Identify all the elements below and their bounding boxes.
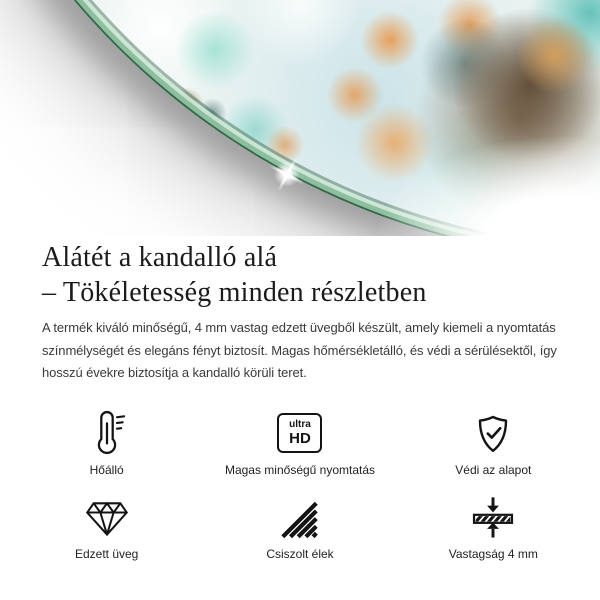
feature-label: Magas minőségű nyomtatás: [224, 462, 376, 477]
thermometer-icon: [88, 409, 126, 455]
diamond-icon: [84, 498, 130, 539]
thickness-icon: [472, 495, 514, 539]
feature-tempered-glass: [10, 491, 203, 561]
feature-label: Edzett üveg: [74, 546, 139, 561]
product-description-text: A termék kiváló minőségű, 4 mm vastag edzett üvegből készült, amely kiemeli a nyomtatás színmélységét és elegáns fényt biztosít. Magas hőmérsékletálló, és védi a sérülésektől, így hosszú évekre biztosítja a kandalló körüli teret.: [42, 320, 557, 380]
ultra-hd-icon-bottom-text: HD: [289, 429, 311, 447]
polished-edge-icon: [280, 501, 320, 539]
product-description-section: [0, 236, 600, 385]
ultra-hd-icon: [277, 413, 322, 453]
page-title: [42, 240, 558, 310]
feature-label: Hőálló: [89, 462, 124, 477]
feature-polished-edges: [203, 491, 396, 561]
feature-ultra-hd-print: [203, 407, 396, 477]
product-image: [0, 0, 600, 236]
feature-grid: [10, 407, 590, 561]
feature-heat-resistant: [10, 407, 203, 477]
feature-label: Védi az alapot: [455, 462, 532, 477]
feature-label: Vastagság 4 mm: [448, 546, 538, 561]
page-title-line2: – Tökéletesség minden részletben: [42, 277, 427, 308]
shield-check-icon: [473, 413, 513, 455]
page-title-line1: Alátét a kandalló alá: [42, 242, 278, 273]
feature-thickness: [397, 491, 590, 561]
white-fade-overlay: [352, 88, 600, 236]
ultra-hd-icon-top-text: ultra: [289, 418, 311, 430]
feature-label: Csiszolt élek: [266, 546, 334, 561]
feature-protects-base: [397, 407, 590, 477]
